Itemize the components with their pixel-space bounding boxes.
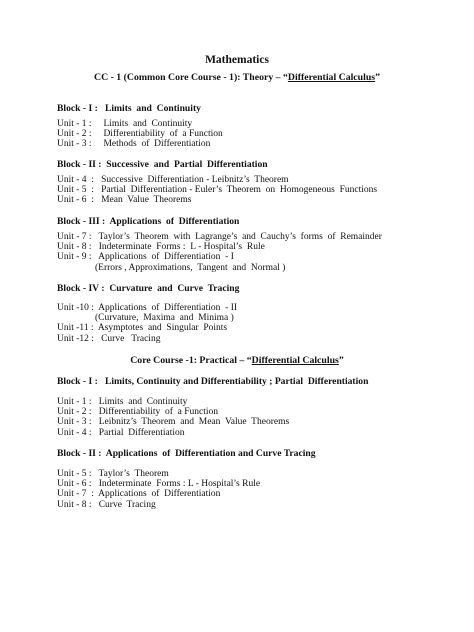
practical-block-2-unit-6: Unit - 6 : Indeterminate Forms : L - Hospital’s Rule	[57, 479, 261, 489]
theory-heading-prefix: CC - 1 (Common Core Course - 1): Theory – “	[94, 72, 288, 83]
practical-block-1-unit-3: Unit - 3 : Leibnitz’s Theorem and Mean Value Theorems	[57, 417, 290, 427]
practical-heading-prefix: Core Course -1: Practical – “	[130, 355, 252, 366]
theory-block-3-unit-9: Unit - 9 : Applications of Differentiation - I	[57, 252, 234, 262]
practical-block-2-title: Block - II : Applications of Differentiation and Curve Tracing	[57, 448, 316, 459]
theory-block-2-unit-5: Unit - 5 : Partial Differentiation - Euler’s Theorem on Homogeneous Functions	[57, 185, 378, 195]
theory-block-3-unit-9-detail: (Errors , Approximations, Tangent and Normal )	[57, 263, 286, 273]
practical-block-1-unit-1: Unit - 1 : Limits and Continuity	[57, 397, 188, 407]
practical-block-1-unit-4: Unit - 4 : Partial Differentiation	[57, 428, 185, 438]
theory-block-2-title: Block - II : Successive and Partial Differentiation	[57, 159, 268, 170]
practical-block-1-unit-2: Unit - 2 : Differentiability of a Function	[57, 407, 219, 417]
theory-block-4-unit-11: Unit -11 : Asymptotes and Singular Points	[57, 323, 228, 333]
theory-block-4-title: Block - IV : Curvature and Curve Tracing	[57, 283, 240, 294]
practical-heading-subject: Differential Calculus	[251, 355, 339, 366]
theory-block-1-unit-2: Unit - 2 : Differentiability of a Function	[57, 129, 223, 139]
page-title: Mathematics	[205, 54, 269, 66]
theory-heading-subject: Differential Calculus	[287, 72, 376, 83]
theory-block-1-unit-3: Unit - 3 : Methods of Differentiation	[57, 139, 211, 149]
practical-block-2-unit-8: Unit - 8 : Curve Tracing	[57, 500, 156, 510]
theory-course-heading	[0, 72, 474, 83]
theory-block-2-unit-4: Unit - 4 : Successive Differentiation - Leibnitz’s Theorem	[57, 175, 289, 185]
theory-block-4-unit-10-detail: (Curvature, Maxima and Minima )	[57, 313, 234, 323]
practical-course-heading	[0, 355, 474, 366]
theory-block-1-unit-1: Unit - 1 : Limits and Continuity	[57, 119, 193, 129]
theory-block-3-title: Block - III : Applications of Differentiation	[57, 216, 240, 227]
theory-block-3-unit-7: Unit - 7 : Taylor’s Theorem with Lagrange’s and Cauchy’s forms of Remainder	[57, 232, 382, 242]
theory-heading-suffix: ”	[375, 72, 380, 83]
theory-block-4-unit-12: Unit -12 : Curve Tracing	[57, 334, 161, 344]
theory-block-2-unit-6: Unit - 6 : Mean Value Theorems	[57, 195, 192, 205]
practical-block-2-unit-5: Unit - 5 : Taylor’s Theorem	[57, 469, 169, 479]
practical-heading-suffix: ”	[338, 355, 344, 366]
practical-block-2-unit-7: Unit - 7 : Applications of Differentiation	[57, 489, 221, 499]
theory-block-1-title: Block - I : Limits and Continuity	[57, 103, 201, 114]
theory-block-3-unit-8: Unit - 8 : Indeterminate Forms : L - Hospital’s Rule	[57, 242, 265, 252]
practical-block-1-title: Block - I : Limits, Continuity and Differentiability ; Partial Differentiation	[57, 376, 369, 387]
theory-block-4-unit-10: Unit -10 : Applications of Differentiation - II	[57, 303, 238, 313]
